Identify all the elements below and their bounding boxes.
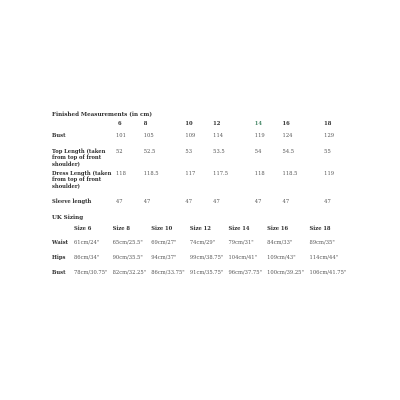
size-header: 16 xyxy=(282,121,290,127)
size-header: Size 18 xyxy=(309,226,331,232)
corner-cell xyxy=(52,226,74,240)
cell-value: 84cm/33" xyxy=(267,240,293,246)
cell-value: 96cm/37.75" xyxy=(228,270,262,276)
cell-value: 104cm/41" xyxy=(228,255,257,261)
cell-value: 53.5 xyxy=(213,149,225,155)
size-header-row xyxy=(52,226,352,240)
cell-value: 100cm/39.25" xyxy=(267,270,304,276)
cell-value: 47 xyxy=(254,199,262,205)
cell-value: 61cm/24" xyxy=(74,240,100,246)
cell-value: 55 xyxy=(324,149,331,155)
row-label: Top Length (taken from top of front shoulder) xyxy=(52,149,106,168)
table-row xyxy=(52,133,352,149)
cell-value: 54.5 xyxy=(282,149,295,155)
size-header: 10 xyxy=(185,121,193,127)
finished-measurements-title: Finished Measurements (in cm) xyxy=(52,112,153,118)
cell-value: 74cm/29" xyxy=(189,240,216,246)
cell-value: 65cm/25.5" xyxy=(112,240,143,246)
table-row xyxy=(52,270,352,285)
cell-value: 79cm/31" xyxy=(228,240,254,246)
cell-value: 124 xyxy=(282,133,293,139)
size-header: 6 xyxy=(118,121,122,127)
cell-value: 109cm/43" xyxy=(267,255,296,261)
row-label: Bust xyxy=(52,133,66,139)
cell-value: 114cm/44" xyxy=(309,255,339,261)
cell-value: 47 xyxy=(116,199,123,205)
cell-value: 118.5 xyxy=(282,171,298,177)
cell-value: 129 xyxy=(324,133,335,139)
size-header: Size 6 xyxy=(74,226,92,232)
cell-value: 117 xyxy=(185,171,196,177)
row-label: Waist xyxy=(52,240,69,246)
cell-value: 47 xyxy=(213,199,220,205)
table-row xyxy=(52,149,352,171)
cell-value: 109 xyxy=(185,133,196,139)
table-row xyxy=(52,171,352,199)
cell-value: 90cm/35.5" xyxy=(112,255,143,261)
row-label: Dress Length (taken from top of front shoulder) xyxy=(52,171,112,190)
corner-cell xyxy=(52,121,116,133)
cell-value: 106cm/41.75" xyxy=(309,270,347,276)
finished-measurements-table xyxy=(52,121,352,213)
uk-sizing-title: UK Sizing xyxy=(52,215,84,221)
cell-value: 86cm/33.75" xyxy=(151,270,185,276)
cell-value: 118 xyxy=(116,171,126,177)
cell-value: 119 xyxy=(254,133,265,139)
cell-value: 118.5 xyxy=(143,171,159,177)
size-header: Size 8 xyxy=(112,226,131,232)
cell-value: 94cm/37" xyxy=(151,255,177,261)
table-row xyxy=(52,199,352,213)
size-header: Size 16 xyxy=(267,226,289,232)
cell-value: 118 xyxy=(254,171,265,177)
size-header: Size 14 xyxy=(228,226,250,232)
size-header-row xyxy=(52,121,352,133)
cell-value: 69cm/27" xyxy=(151,240,177,246)
cell-value: 78cm/30.75" xyxy=(74,270,108,276)
table-row xyxy=(52,240,352,255)
cell-value: 47 xyxy=(185,199,192,205)
cell-value: 54 xyxy=(254,149,262,155)
size-header: Size 12 xyxy=(189,226,211,232)
cell-value: 47 xyxy=(282,199,290,205)
cell-value: 119 xyxy=(324,171,335,177)
table-row xyxy=(52,255,352,270)
cell-value: 89cm/35" xyxy=(309,240,335,246)
size-header: 18 xyxy=(324,121,332,127)
size-header: 8 xyxy=(143,121,148,127)
cell-value: 52.5 xyxy=(143,149,156,155)
cell-value: 52 xyxy=(116,149,123,155)
cell-value: 114 xyxy=(213,133,224,139)
size-header: 14 xyxy=(254,121,263,127)
cell-value: 99cm/38.75" xyxy=(189,255,224,261)
cell-value: 47 xyxy=(143,199,151,205)
cell-value: 47 xyxy=(324,199,331,205)
cell-value: 82cm/32.25" xyxy=(112,270,147,276)
size-header: Size 10 xyxy=(151,226,173,232)
cell-value: 101 xyxy=(116,133,126,139)
cell-value: 105 xyxy=(143,133,154,139)
cell-value: 53 xyxy=(185,149,192,155)
row-label: Bust xyxy=(52,270,66,276)
cell-value: 86cm/34" xyxy=(74,255,100,261)
row-label: Sleeve length xyxy=(52,199,92,205)
cell-value: 117.5 xyxy=(213,171,228,177)
row-label: Hips xyxy=(52,255,66,261)
cell-value: 91cm/35.75" xyxy=(189,270,224,276)
size-header: 12 xyxy=(213,121,221,127)
uk-sizing-table xyxy=(52,226,352,285)
